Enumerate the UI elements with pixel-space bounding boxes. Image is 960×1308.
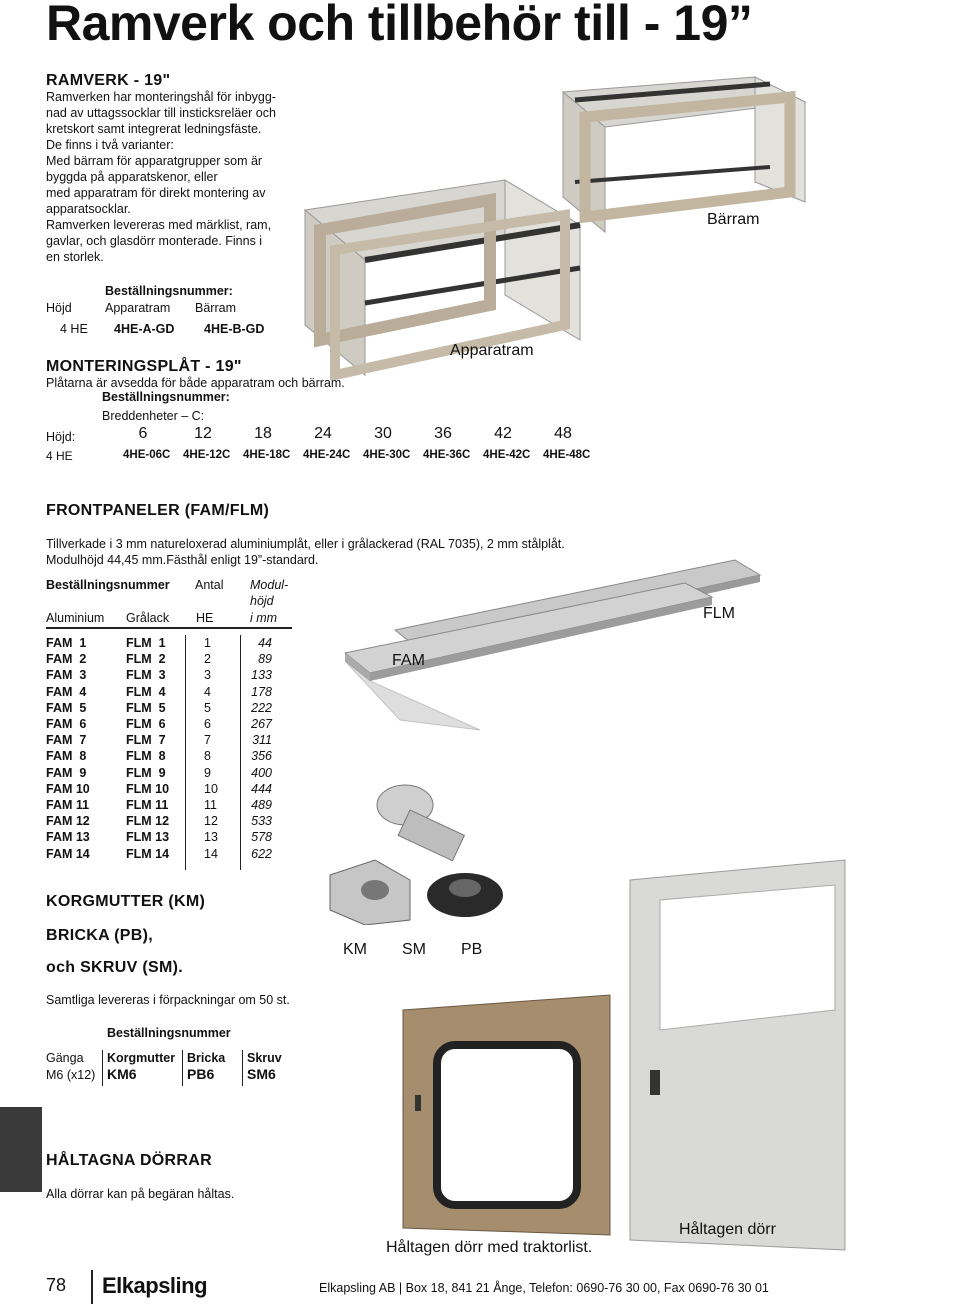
frontpaneler-desc1: Tillverkade i 3 mm natureloxerad aluminiumplåt, eller i grålackerad (RAL 7035), 2 mm stålplåt. (46, 537, 565, 551)
flm-code: FLM 8 (126, 749, 166, 764)
table-row (46, 732, 272, 748)
fp-divider-2 (240, 635, 241, 870)
frontpaneler-heading: FRONTPANELER (FAM/FLM) (46, 502, 270, 519)
module-height: 356 (251, 749, 272, 764)
module-height: 133 (251, 668, 272, 683)
fam-code: FAM 13 (46, 830, 90, 845)
ramverk-line: kretskort samt integrerat ledningsfäste. (46, 122, 262, 136)
flm-code: FLM 9 (126, 765, 166, 780)
table-row (46, 700, 272, 716)
km-label: KM (343, 941, 367, 958)
module-height: 400 (251, 765, 272, 780)
ramverk-line: byggda på apparatskenor, eller (46, 170, 218, 184)
module-height: 489 (251, 798, 272, 813)
table-row (46, 748, 272, 764)
flm-code: FLM 13 (126, 830, 170, 845)
km-row-skruv: SM6 (247, 1066, 276, 1082)
module-height: 89 (258, 652, 272, 667)
table-row (46, 781, 272, 797)
barram-label: Bärram (707, 211, 760, 228)
table-row (46, 846, 272, 862)
he-count: 11 (204, 798, 217, 813)
km-row-ganga: M6 (x12) (46, 1068, 96, 1082)
ramverk-col-apparatram: Apparatram (105, 301, 171, 315)
fp-header-alu: Aluminium (46, 611, 105, 625)
fam-code: FAM 8 (46, 749, 87, 764)
fam-code: FAM 7 (46, 733, 87, 748)
monteringsplat-width: 36 (434, 425, 452, 442)
flm-code: FLM 7 (126, 733, 166, 748)
ramverk-line: Ramverken har monteringshål för inbygg- (46, 90, 276, 104)
km-col-skruv: Skruv (247, 1051, 282, 1065)
ramverk-description (46, 89, 316, 265)
he-count: 9 (204, 765, 211, 780)
he-count: 10 (204, 781, 218, 796)
flm-code: FLM 10 (126, 781, 170, 796)
monteringsplat-code: 4HE-18C (243, 449, 291, 461)
hardware-image (320, 775, 510, 925)
fam-code: FAM 9 (46, 765, 87, 780)
pb-label: PB (461, 941, 483, 958)
korgmutter-heading-2: BRICKA (PB), (46, 927, 153, 944)
he-count: 14 (204, 846, 218, 861)
section-tab (0, 1107, 42, 1192)
fp-header-he: HE (196, 611, 214, 625)
dorrar-heading: HÅLTAGNA DÖRRAR (46, 1152, 212, 1169)
korgmutter-description: Samtliga levereras i förpackningar om 50 st. (46, 993, 290, 1007)
km-col-ganga: Gänga (46, 1051, 84, 1065)
flm-label: FLM (703, 605, 735, 622)
monteringsplat-code: 4HE-36C (423, 449, 471, 461)
flm-code: FLM 3 (126, 668, 166, 683)
km-row-korgmutter: KM6 (107, 1066, 137, 1082)
table-row (46, 635, 272, 651)
km-row-bricka: PB6 (187, 1066, 215, 1082)
flm-code: FLM 1 (126, 636, 166, 650)
km-col-bricka: Bricka (187, 1051, 226, 1065)
monteringsplat-width: 24 (314, 425, 332, 442)
monteringsplat-width: 42 (494, 425, 512, 442)
he-count: 6 (204, 717, 211, 732)
korgmutter-heading-1: KORGMUTTER (KM) (46, 893, 206, 910)
fam-code: FAM 2 (46, 652, 87, 667)
flm-code: FLM 5 (126, 700, 166, 715)
he-count: 4 (204, 684, 211, 699)
fam-code: FAM 10 (46, 781, 90, 796)
table-row (46, 765, 272, 781)
front-panel-image (340, 555, 780, 735)
km-divider-3 (242, 1050, 243, 1086)
module-height: 267 (251, 717, 272, 732)
ramverk-line: gavlar, och glasdörr monterade. Finns i (46, 234, 263, 248)
he-count: 13 (204, 830, 218, 845)
he-count: 12 (204, 814, 218, 829)
flm-code: FLM 12 (126, 814, 170, 829)
fp-divider-1 (185, 635, 186, 870)
ramverk-row-barram: 4HE-B-GD (204, 322, 265, 336)
km-col-korgmutter: Korgmutter (107, 1051, 176, 1065)
ramverk-line: De finns i två varianter: (46, 138, 174, 152)
ramverk-order-label: Beställningsnummer: (105, 284, 233, 298)
flm-code: FLM 4 (126, 684, 166, 699)
ramverk-heading: RAMVERK - 19" (46, 72, 171, 89)
table-row (46, 813, 272, 829)
door-window-image (395, 990, 620, 1240)
he-count: 3 (204, 668, 211, 683)
door-label: Håltagen dörr (679, 1221, 776, 1238)
monteringsplat-code: 4HE-30C (363, 449, 411, 461)
dorrar-description: Alla dörrar kan på begäran håltas. (46, 1187, 235, 1201)
ramverk-line: med apparatram för direkt montering av (46, 186, 266, 200)
table-row (46, 716, 272, 732)
table-row (46, 667, 272, 683)
module-height: 222 (251, 700, 272, 715)
monteringsplat-description: Plåtarna är avsedda för både apparatram och bärram. (46, 376, 345, 390)
ramverk-line: apparatsocklar. (46, 202, 131, 216)
fam-code: FAM 12 (46, 814, 90, 829)
fp-header-gra: Grålack (126, 611, 170, 625)
flm-code: FLM 14 (126, 846, 170, 861)
ramverk-row-apparatram: 4HE-A-GD (114, 322, 175, 336)
fp-header-order: Beställningsnummer (46, 578, 170, 592)
monteringsplat-code: 4HE-12C (183, 449, 231, 461)
frontpaneler-desc2: Modulhöjd 44,45 mm.Fästhål enligt 19”-standard. (46, 553, 319, 567)
monteringsplat-width: 12 (194, 425, 212, 442)
km-order-label: Beställningsnummer (107, 1026, 231, 1040)
monteringsplat-width: 48 (554, 425, 572, 442)
he-count: 8 (204, 749, 211, 764)
ramverk-line: en storlek. (46, 250, 104, 264)
he-count: 5 (204, 700, 211, 715)
flm-code: FLM 11 (126, 798, 169, 813)
he-count: 7 (204, 733, 211, 748)
sm-label: SM (402, 941, 426, 958)
barram-image (555, 72, 815, 237)
monteringsplat-code: 4HE-48C (543, 449, 591, 461)
table-row (46, 651, 272, 667)
ramverk-row-hojd: 4 HE (60, 322, 88, 336)
monteringsplat-width: 6 (138, 425, 148, 442)
footer-divider (91, 1270, 93, 1304)
fp-table (46, 635, 272, 862)
module-height: 622 (251, 846, 272, 861)
module-height: 533 (251, 814, 272, 829)
he-count: 1 (204, 636, 211, 650)
table-row (46, 684, 272, 700)
page-title: Ramverk och tillbehör till - 19” (46, 0, 753, 51)
table-row (46, 797, 272, 813)
fam-code: FAM 1 (46, 636, 87, 650)
ramverk-line: nad av uttagssocklar till insticksreläer och (46, 106, 276, 120)
module-height: 578 (251, 830, 272, 845)
monteringsplat-heading: MONTERINGSPLÅT - 19" (46, 358, 242, 375)
flm-code: FLM 2 (126, 652, 166, 667)
monteringsplat-code: 4HE-24C (303, 449, 351, 461)
monteringsplat-order-label: Beställningsnummer: (102, 390, 230, 404)
km-divider-2 (182, 1050, 183, 1086)
monteringsplat-width-label: Breddenheter – C: (102, 409, 205, 423)
fam-code: FAM 6 (46, 717, 87, 732)
monteringsplat-width: 30 (374, 425, 392, 442)
he-count: 2 (204, 652, 211, 667)
table-row (46, 829, 272, 845)
door-traktor-image (620, 855, 860, 1255)
module-height: 444 (251, 781, 272, 796)
fam-code: FAM 14 (46, 846, 90, 861)
module-height: 311 (252, 733, 272, 748)
apparatram-label: Apparatram (450, 342, 534, 359)
fam-code: FAM 5 (46, 700, 87, 715)
fp-header-rule (46, 627, 292, 629)
footer-logo: Elkapsling (102, 1273, 208, 1298)
monteringsplat-code: 4HE-42C (483, 449, 531, 461)
km-divider-1 (102, 1050, 103, 1086)
fam-code: FAM 4 (46, 684, 87, 699)
fam-label: FAM (392, 652, 425, 669)
ramverk-line: Med bärram för apparatgrupper som är (46, 154, 263, 168)
fam-code: FAM 3 (46, 668, 87, 683)
ramverk-col-hojd: Höjd (46, 301, 72, 315)
page-number: 78 (46, 1275, 67, 1295)
fp-header-antal: Antal (195, 578, 224, 592)
module-height: 44 (258, 636, 272, 650)
flm-code: FLM 6 (126, 717, 166, 732)
fp-header-modul2: höjd (250, 594, 274, 608)
door-traktor-label: Håltagen dörr med traktorlist. (386, 1239, 593, 1256)
korgmutter-heading-3: och SKRUV (SM). (46, 959, 183, 976)
fam-code: FAM 11 (46, 798, 90, 813)
fp-header-modul1: Modul- (250, 578, 289, 592)
monteringsplat-width: 18 (254, 425, 272, 442)
ramverk-line: Ramverken levereras med märklist, ram, (46, 218, 272, 232)
ramverk-col-barram: Bärram (195, 301, 236, 315)
monteringsplat-hojd-label: Höjd: (46, 430, 76, 444)
footer-address: Elkapsling AB | Box 18, 841 21 Ånge, Telefon: 0690-76 30 00, Fax 0690-76 30 01 (319, 1281, 769, 1295)
fp-header-modul3: i mm (250, 611, 278, 625)
module-height: 178 (251, 684, 272, 699)
monteringsplat-code: 4HE-06C (123, 449, 171, 461)
monteringsplat-row-label: 4 HE (46, 449, 73, 463)
